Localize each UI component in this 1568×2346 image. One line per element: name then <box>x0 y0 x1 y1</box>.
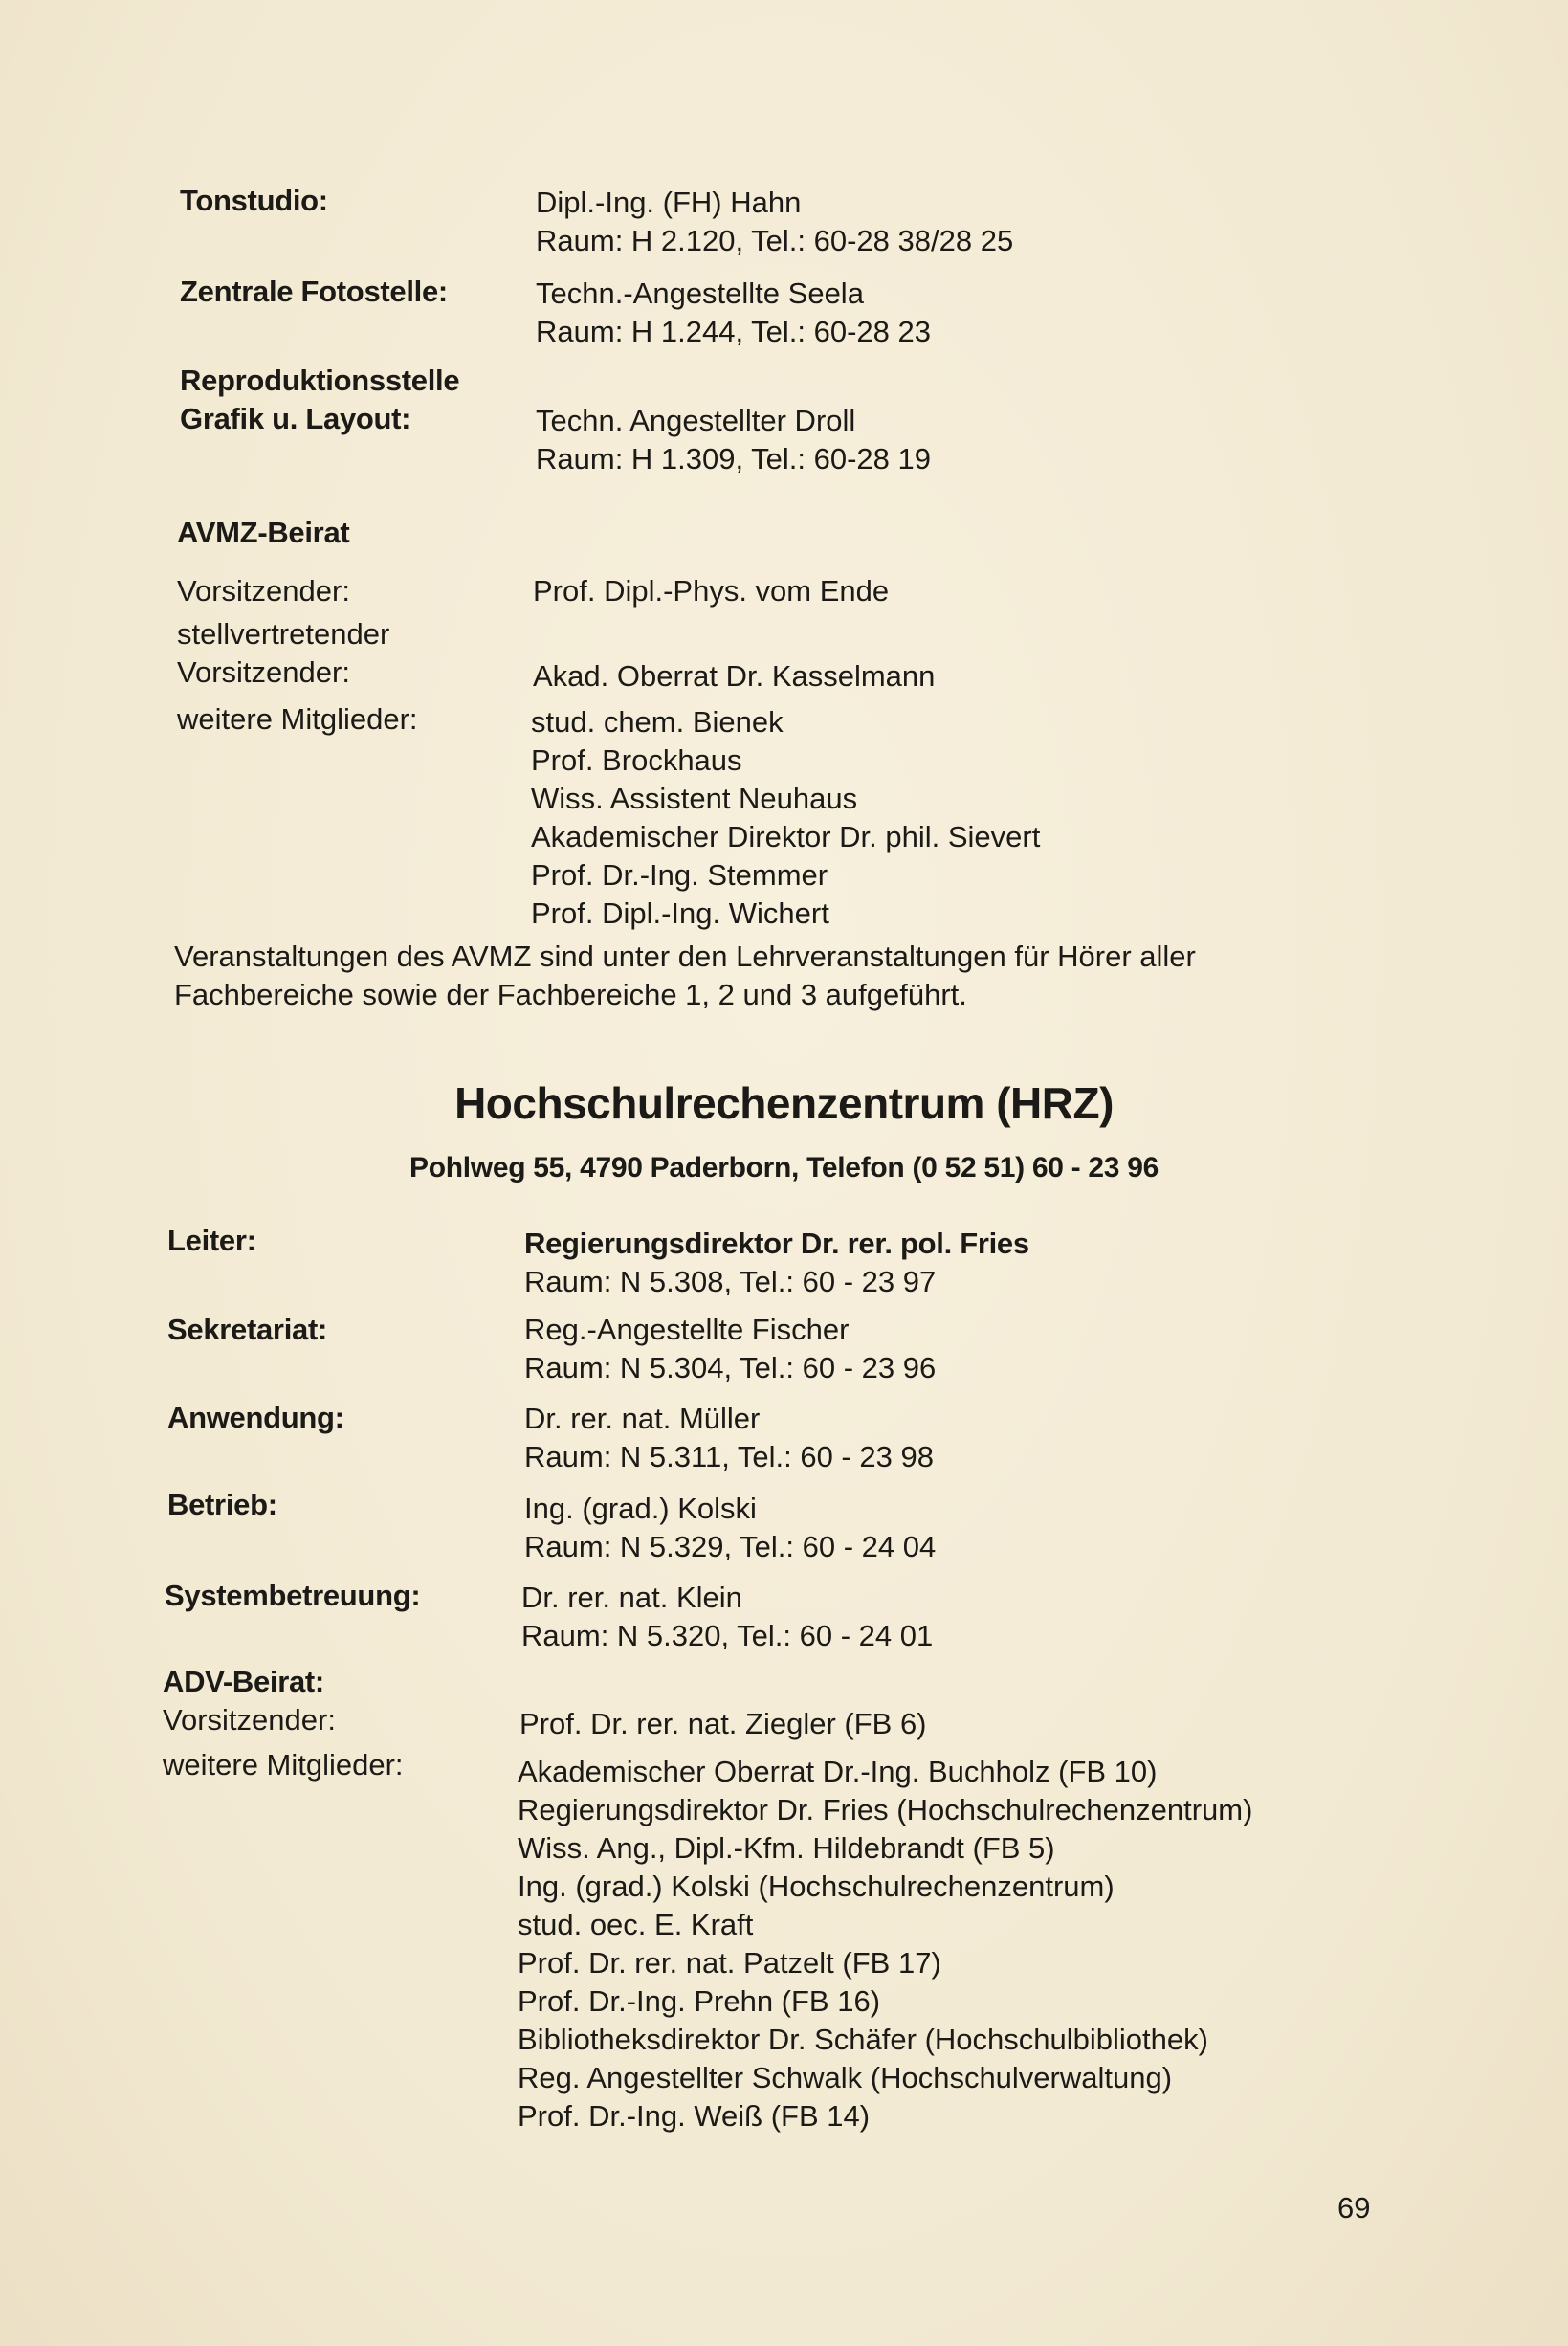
hrz-anwendung-name: Dr. rer. nat. Müller <box>524 1402 761 1435</box>
avmz-deputy-label-line1: stellvertretender <box>177 617 390 651</box>
adv-members-list <box>518 1753 1252 2136</box>
hrz-betrieb-name: Ing. (grad.) Kolski <box>524 1492 757 1525</box>
list-item: Reg. Angestellter Schwalk (Hochschulverwaltung) <box>518 2061 1173 2094</box>
list-item: Prof. Dr.-Ing. Prehn (FB 16) <box>518 1984 881 2018</box>
hrz-anwendung-label: Anwendung: <box>167 1401 344 1434</box>
hrz-leiter-room: Raum: N 5.308, Tel.: 60 - 23 97 <box>524 1265 937 1298</box>
tonstudio-label: Tonstudio: <box>180 184 328 217</box>
hrz-address: Pohlweg 55, 4790 Paderborn, Telefon (0 52 51) 60 - 23 96 <box>409 1152 1159 1184</box>
fotostelle-name: Techn.-Angestellte Seela <box>536 277 864 310</box>
adv-heading: ADV-Beirat: <box>163 1665 324 1698</box>
hrz-system-room: Raum: N 5.320, Tel.: 60 - 24 01 <box>521 1619 934 1652</box>
avmz-members-label: weitere Mitglieder: <box>177 702 418 736</box>
repro-value <box>536 402 931 478</box>
hrz-sekretariat-name: Reg.-Angestellte Fischer <box>524 1313 850 1346</box>
avmz-deputy-label <box>177 615 389 692</box>
hrz-system-name: Dr. rer. nat. Klein <box>521 1581 742 1614</box>
hrz-betrieb-value <box>524 1490 936 1566</box>
list-item: Wiss. Assistent Neuhaus <box>531 782 858 815</box>
list-item: Prof. Dr.-Ing. Stemmer <box>531 858 828 892</box>
tonstudio-name: Dipl.-Ing. (FH) Hahn <box>536 186 802 219</box>
list-item: Prof. Dipl.-Ing. Wichert <box>531 896 829 930</box>
avmz-heading: AVMZ-Beirat <box>177 516 350 549</box>
fotostelle-room: Raum: H 1.244, Tel.: 60-28 23 <box>536 315 932 348</box>
repro-room: Raum: H 1.309, Tel.: 60-28 19 <box>536 442 932 476</box>
avmz-note <box>174 938 1399 1014</box>
list-item: Prof. Brockhaus <box>531 743 742 777</box>
avmz-members-list <box>531 703 1040 933</box>
avmz-deputy-label-line2: Vorsitzender: <box>177 655 350 689</box>
list-item: stud. chem. Bienek <box>531 705 784 739</box>
hrz-anwendung-value <box>524 1400 934 1476</box>
tonstudio-room: Raum: H 2.120, Tel.: 60-28 38/28 25 <box>536 224 1014 257</box>
fotostelle-label: Zentrale Fotostelle: <box>180 275 448 308</box>
avmz-note-line2: Fachbereiche sowie der Fachbereiche 1, 2 und 3 aufgeführt. <box>174 978 967 1011</box>
hrz-leiter-value <box>524 1225 1029 1301</box>
list-item: Regierungsdirektor Dr. Fries (Hochschulrechenzentrum) <box>518 1793 1253 1826</box>
hrz-leiter-label: Leiter: <box>167 1224 256 1257</box>
hrz-betrieb-label: Betrieb: <box>167 1488 277 1521</box>
repro-name: Techn. Angestellter Droll <box>536 404 856 437</box>
avmz-deputy: Akad. Oberrat Dr. Kasselmann <box>533 659 936 693</box>
list-item: Akademischer Oberrat Dr.-Ing. Buchholz (FB 10) <box>518 1755 1158 1788</box>
hrz-sekretariat-value <box>524 1311 936 1387</box>
page-number: 69 <box>1337 2191 1371 2224</box>
hrz-system-value <box>521 1579 933 1655</box>
avmz-note-line1: Veranstaltungen des AVMZ sind unter den Lehrveranstaltungen für Hörer aller <box>174 940 1196 973</box>
fotostelle-value <box>536 275 931 351</box>
list-item: Ing. (grad.) Kolski (Hochschulrechenzentrum) <box>518 1870 1115 1903</box>
repro-label-line2: Grafik u. Layout: <box>180 402 411 435</box>
hrz-anwendung-room: Raum: N 5.311, Tel.: 60 - 23 98 <box>524 1440 934 1473</box>
hrz-leiter-name: Regierungsdirektor Dr. rer. pol. Fries <box>524 1227 1029 1260</box>
hrz-sekretariat-room: Raum: N 5.304, Tel.: 60 - 23 96 <box>524 1351 937 1384</box>
list-item: Bibliotheksdirektor Dr. Schäfer (Hochschulbibliothek) <box>518 2023 1208 2056</box>
list-item: Akademischer Direktor Dr. phil. Sievert <box>531 820 1041 853</box>
repro-label-line1: Reproduktionsstelle <box>180 364 460 397</box>
hrz-betrieb-room: Raum: N 5.329, Tel.: 60 - 24 04 <box>524 1530 937 1563</box>
hrz-title: Hochschulrechenzentrum (HRZ) <box>454 1078 1114 1128</box>
list-item: Prof. Dr.-Ing. Weiß (FB 14) <box>518 2099 871 2133</box>
repro-label <box>180 362 459 438</box>
hrz-system-label: Systembetreuung: <box>165 1579 421 1612</box>
hrz-sekretariat-label: Sekretariat: <box>167 1313 327 1346</box>
list-item: Prof. Dr. rer. nat. Patzelt (FB 17) <box>518 1946 941 1980</box>
avmz-chair-label: Vorsitzender: <box>177 574 350 608</box>
adv-chair: Prof. Dr. rer. nat. Ziegler (FB 6) <box>519 1707 927 1740</box>
list-item: Wiss. Ang., Dipl.-Kfm. Hildebrandt (FB 5) <box>518 1831 1055 1865</box>
adv-chair-label: Vorsitzender: <box>163 1703 336 1737</box>
tonstudio-value <box>536 184 1013 260</box>
list-item: stud. oec. E. Kraft <box>518 1908 754 1941</box>
adv-members-label: weitere Mitglieder: <box>163 1748 404 1782</box>
avmz-chair: Prof. Dipl.-Phys. vom Ende <box>533 574 890 608</box>
